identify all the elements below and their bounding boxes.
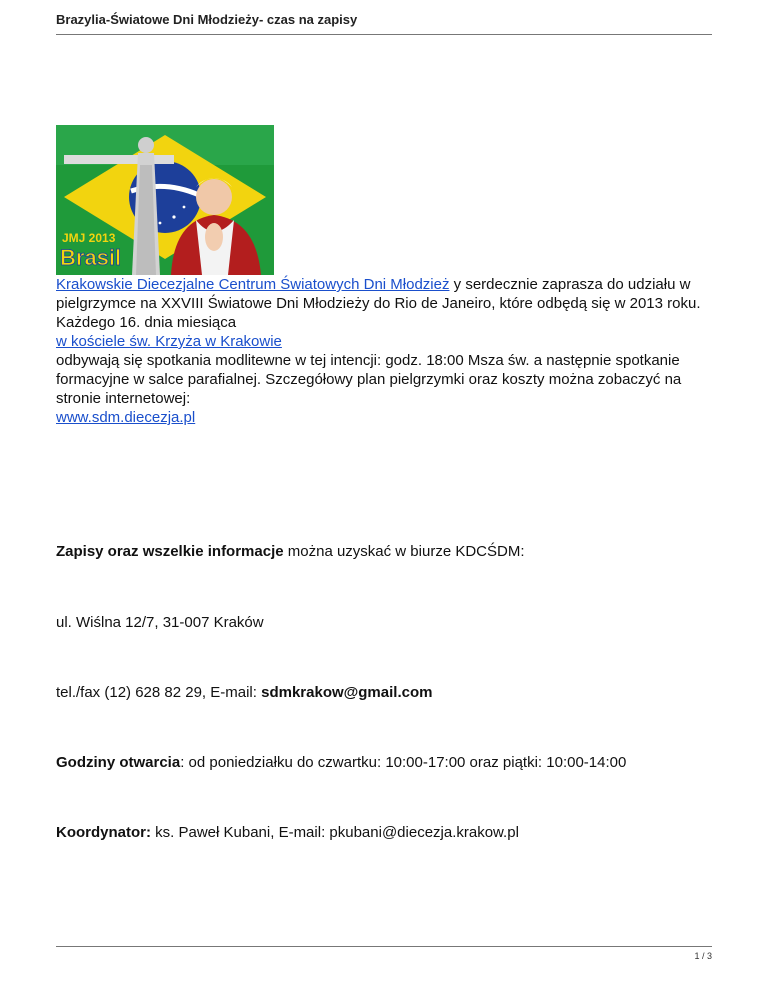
page-number: 1 / 3 [694,951,712,961]
coordinator-text: ks. Paweł Kubani, E-mail: pkubani@diecezja.krakow.pl [151,824,519,841]
article-body [56,275,716,427]
header-divider [56,34,712,35]
footer-divider [56,946,712,947]
overlay-jmj-text: JMJ 2013 [62,231,116,245]
overlay-brasil-text: Brasil [60,245,122,270]
signup-bold: Zapisy oraz wszelkie informacje [56,543,284,560]
kdcsdm-link[interactable]: Krakowskie Diecezjalne Centrum Światowych Dni Młodzież [56,276,450,293]
hours-text: : od poniedziałku do czwartku: 10:00-17:00 oraz piątki: 10:00-14:00 [180,754,627,771]
opening-hours [56,753,716,772]
signup-info [56,542,716,561]
contact-email: sdmkrakow@gmail.com [261,684,433,701]
church-link[interactable]: w kościele św. Krzyża w Krakowie [56,333,282,350]
address-line: ul. Wiślna 12/7, 31-007 Kraków [56,614,264,631]
article-photo [56,125,274,275]
website-link[interactable]: www.sdm.diecezja.pl [56,409,196,426]
page-header-title: Brazylia-Światowe Dni Młodzieży- czas na zapisy [56,12,358,27]
tel-text: tel./fax (12) 628 82 29, E-mail: [56,684,262,701]
article-text-2: odbywają się spotkania modlitewne w tej intencji: godz. 18:00 Msza św. a następnie spotkanie formacyjne w salce parafialnej. Szczegółowy plan pielgrzymki oraz koszty można zobaczyć na stronie internetowej: [56,352,682,407]
coordinator [56,823,716,842]
signup-text: można uzyskać w biurze KDCŚDM: [283,543,525,560]
contact-line [56,683,716,702]
hours-bold: Godziny otwarcia [56,754,181,771]
coordinator-bold: Koordynator: [56,824,151,841]
article-text-1: y serdecznie zaprasza do udziału w pielgrzymce na XXVIII Światowe Dni Młodzieży do Rio de Janeiro, które odbędą się w 2013 roku. Każdego 16. dnia miesiąca [56,276,701,331]
